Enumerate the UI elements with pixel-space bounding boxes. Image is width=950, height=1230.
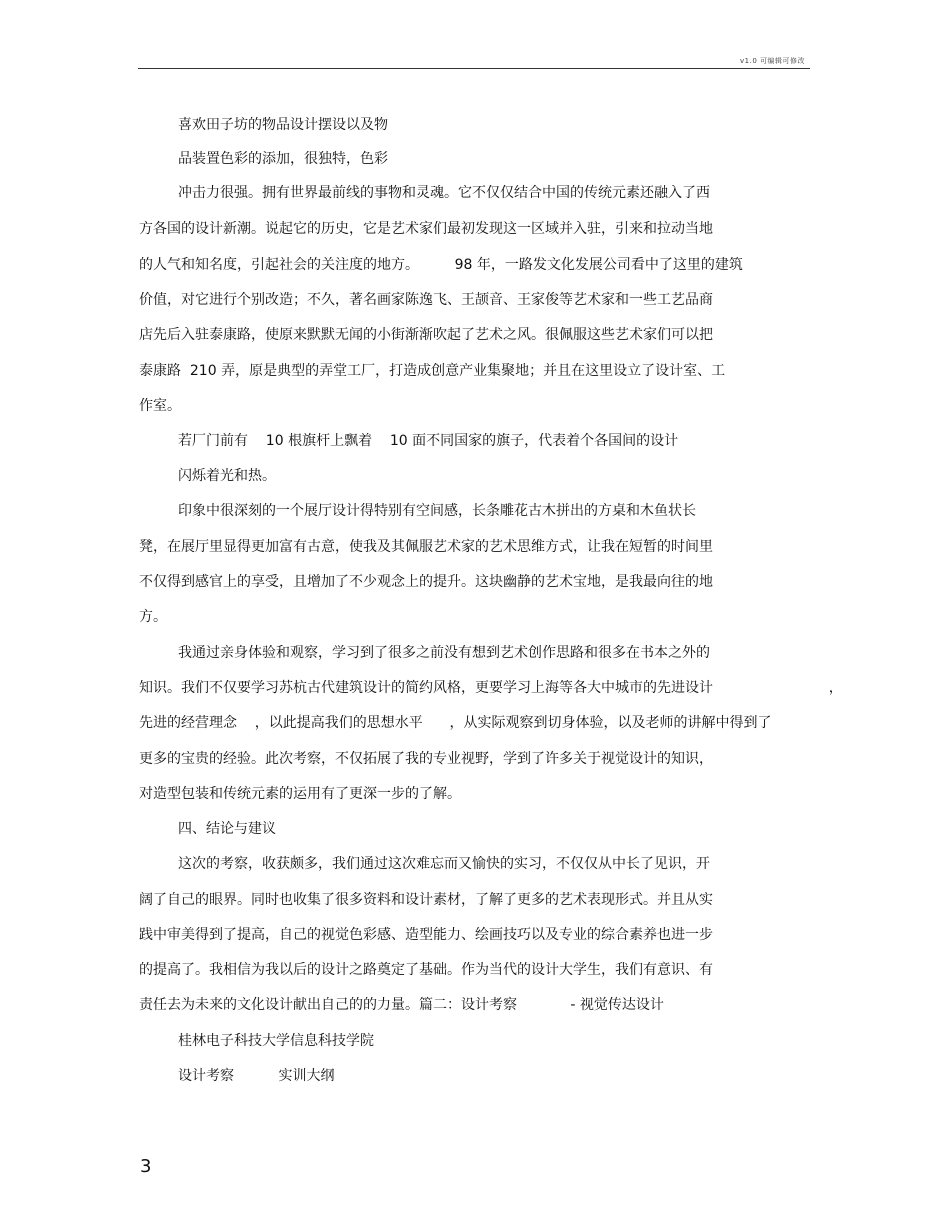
text-line: 闪烁着光和热。 bbox=[178, 468, 276, 484]
text-line: 践中审美得到了提高，自己的视觉色彩感、造型能力、绘画技巧以及专业的综合素养也进一步 bbox=[139, 927, 713, 943]
text-line: 印象中很深刻的一个展厅设计得特别有空间感，长条雕花古木拼出的方桌和木鱼状长 bbox=[178, 503, 696, 519]
page-number: 3 bbox=[140, 1156, 152, 1177]
text-line: 方。 bbox=[139, 609, 167, 625]
institution-line: 桂林电子科技大学信息科技学院 bbox=[178, 1033, 374, 1049]
section-heading: 四、结论与建议 bbox=[178, 821, 276, 837]
text-line: 的提高了。我相信为我以后的设计之路奠定了基础。作为当代的设计大学生，我们有意识、有 bbox=[139, 962, 713, 978]
text-line: 阔了自己的眼界。同时也收集了很多资料和设计素材，了解了更多的艺术表现形式。并且从实 bbox=[139, 892, 713, 908]
text-line: 知识。我们不仅要学习苏杭古代建筑设计的简约风格，更要学习上海等各大中城市的先进设计 ， bbox=[139, 680, 843, 696]
text-line: 店先后入驻泰康路，使原来默默无闻的小街渐渐吹起了艺术之风。很佩服这些艺术家们可以把 bbox=[139, 327, 713, 343]
text-line: 不仅得到感官上的享受，且增加了不少观念上的提升。这块幽静的艺术宝地，是我最向往的地 bbox=[139, 574, 713, 590]
text-line: 泰康路 210 弄，原是典型的弄堂工厂，打造成创意产业集聚地；并且在这里设立了设计室、工 bbox=[139, 363, 726, 379]
text-line: 更多的宝贵的经验。此次考察，不仅拓展了我的专业视野，学到了许多关于视觉设计的知识， bbox=[139, 751, 713, 767]
header-rule bbox=[138, 68, 810, 69]
text-line: 先进的经营理念 ，以此提高我们的思想水平 ，从实际观察到切身体验，以及老师的讲解中得到了 bbox=[139, 715, 772, 731]
text-line: 凳，在展厅里显得更加富有古意，使我及其佩服艺术家的艺术思维方式，让我在短暂的时间里 bbox=[139, 539, 713, 555]
text-line: 这次的考察，收获颇多，我们通过这次难忘而又愉快的实习，不仅仅从中长了见识，开 bbox=[178, 856, 710, 872]
text-line: 作室。 bbox=[139, 398, 181, 414]
text-line: 方各国的设计新潮。说起它的历史，它是艺术家们最初发现这一区域并入驻，引来和拉动当地 bbox=[139, 221, 713, 237]
text-line: 喜欢田子坊的物品设计摆设以及物 bbox=[178, 117, 388, 133]
text-line: 对造型包装和传统元素的运用有了更深一步的了解。 bbox=[139, 786, 461, 802]
text-line: 责任去为未来的文化设计献出自己的的力量。篇二：设计考察 - 视觉传达设计 bbox=[139, 997, 664, 1013]
text-line: 的人气和知名度，引起社会的关注度的地方。 98 年，一路发文化发展公司看中了这里的建筑 bbox=[139, 257, 743, 273]
text-line: 价值，对它进行个别改造；不久，著名画家陈逸飞、王颉音、王家俊等艺术家和一些工艺品商 bbox=[139, 292, 713, 308]
text-line: 若厂门前有 10 根旗杆上飘着 10 面不同国家的旗子，代表着个各国间的设计 bbox=[178, 433, 679, 449]
text-line: 冲击力很强。拥有世界最前线的事物和灵魂。它不仅仅结合中国的传统元素还融入了西 bbox=[178, 185, 710, 201]
text-line: 品装置色彩的添加，很独特，色彩 bbox=[178, 151, 388, 167]
text-line: 我通过亲身体验和观察，学习到了很多之前没有想到艺术创作思路和很多在书本之外的 bbox=[178, 645, 710, 661]
page-header-note: v1.0 可编辑可修改 bbox=[740, 57, 805, 65]
outline-title-line: 设计考察 实训大纲 bbox=[178, 1068, 335, 1084]
